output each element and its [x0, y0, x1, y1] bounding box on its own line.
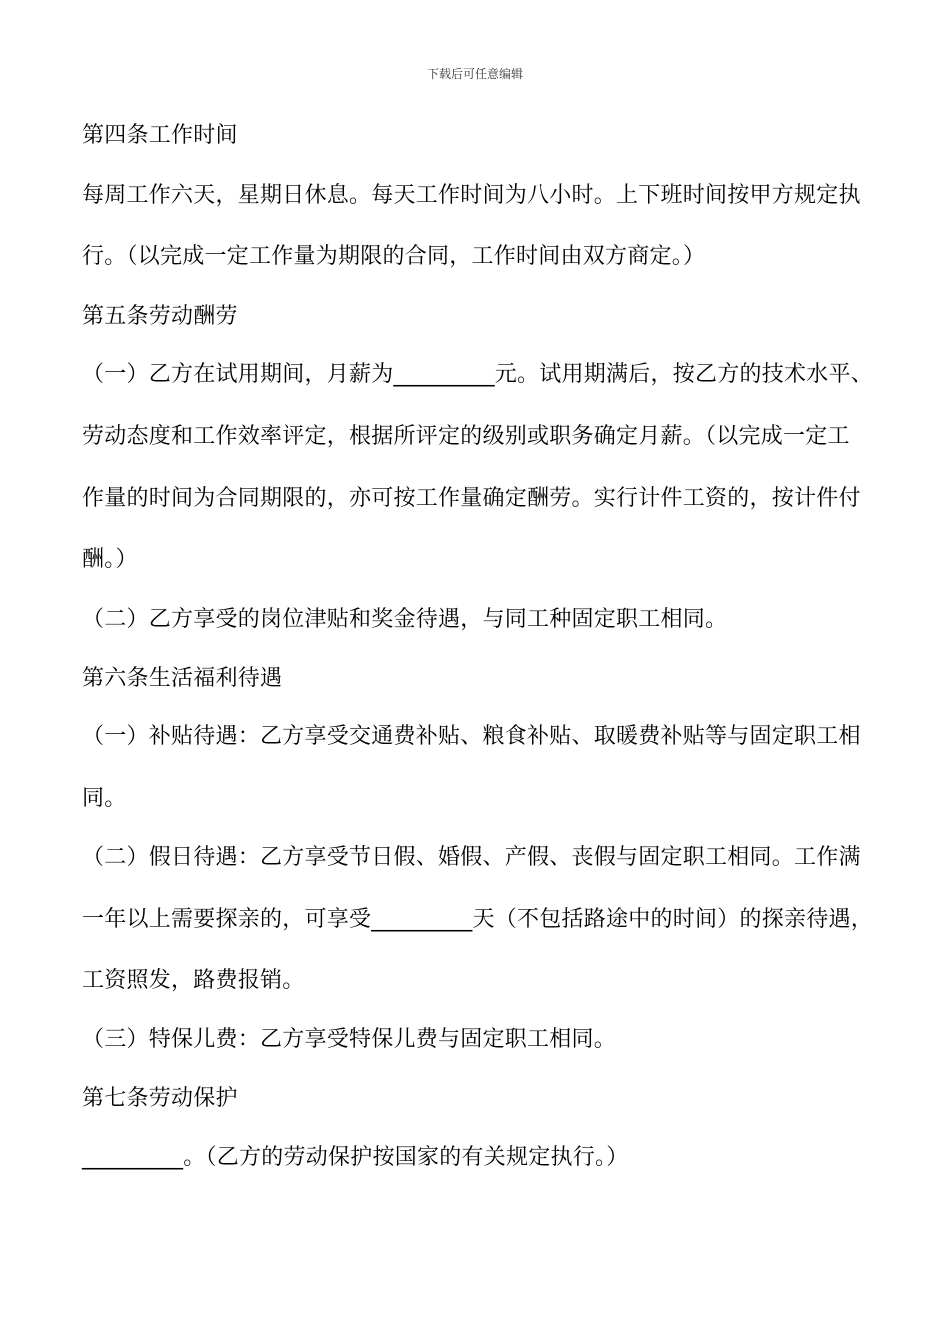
- article-5-clause-1-line-3: 作量的时间为合同期限的，亦可按工作量确定酬劳。实行计件工资的，按计件付: [82, 486, 861, 511]
- article-5-clause-1-line-2: 劳动态度和工作效率评定，根据所评定的级别或职务确定月薪。（以完成一定工: [82, 424, 850, 449]
- article-5-heading: 第五条劳动酬劳: [82, 304, 238, 329]
- article-6-clause-1-line-1: （一）补贴待遇：乙方享受交通费补贴、粮食补贴、取暖费补贴等与固定职工相: [82, 724, 861, 749]
- article-6-heading: 第六条生活福利待遇: [82, 666, 283, 691]
- article-6-clause-3: （三）特保儿费：乙方享受特保儿费与固定职工相同。: [82, 1027, 617, 1052]
- article-4-body-line-2: 行。（以完成一定工作量为期限的合同，工作时间由双方商定。）: [82, 244, 706, 269]
- article-6-clause-2-line-3: 工资照发，路费报销。: [82, 968, 305, 993]
- article-6-clause-2-line-2: 一年以上需要探亲的，可享受_________天（不包括路途中的时间）的探亲待遇，: [82, 907, 874, 932]
- article-6-clause-1-line-2: 同。: [82, 786, 127, 811]
- article-4-body-line-1: 每周工作六天，星期日休息。每天工作时间为八小时。上下班时间按甲方规定执: [82, 183, 861, 208]
- article-7-body: _________。（乙方的劳动保护按国家的有关规定执行。）: [82, 1145, 629, 1170]
- page-header-note: 下载后可任意编辑: [426, 67, 523, 81]
- article-5-clause-1-line-1: （一）乙方在试用期间，月薪为_________元。试用期满后，按乙方的技术水平、: [82, 362, 874, 387]
- article-7-heading: 第七条劳动保护: [82, 1086, 238, 1111]
- article-5-clause-2: （二）乙方享受的岗位津贴和奖金待遇，与同工种固定职工相同。: [82, 607, 728, 632]
- article-6-clause-2-line-1: （二）假日待遇：乙方享受节日假、婚假、产假、丧假与固定职工相同。工作满: [82, 845, 861, 870]
- article-5-clause-1-line-4: 酬。）: [82, 547, 138, 572]
- article-4-heading: 第四条工作时间: [82, 123, 238, 148]
